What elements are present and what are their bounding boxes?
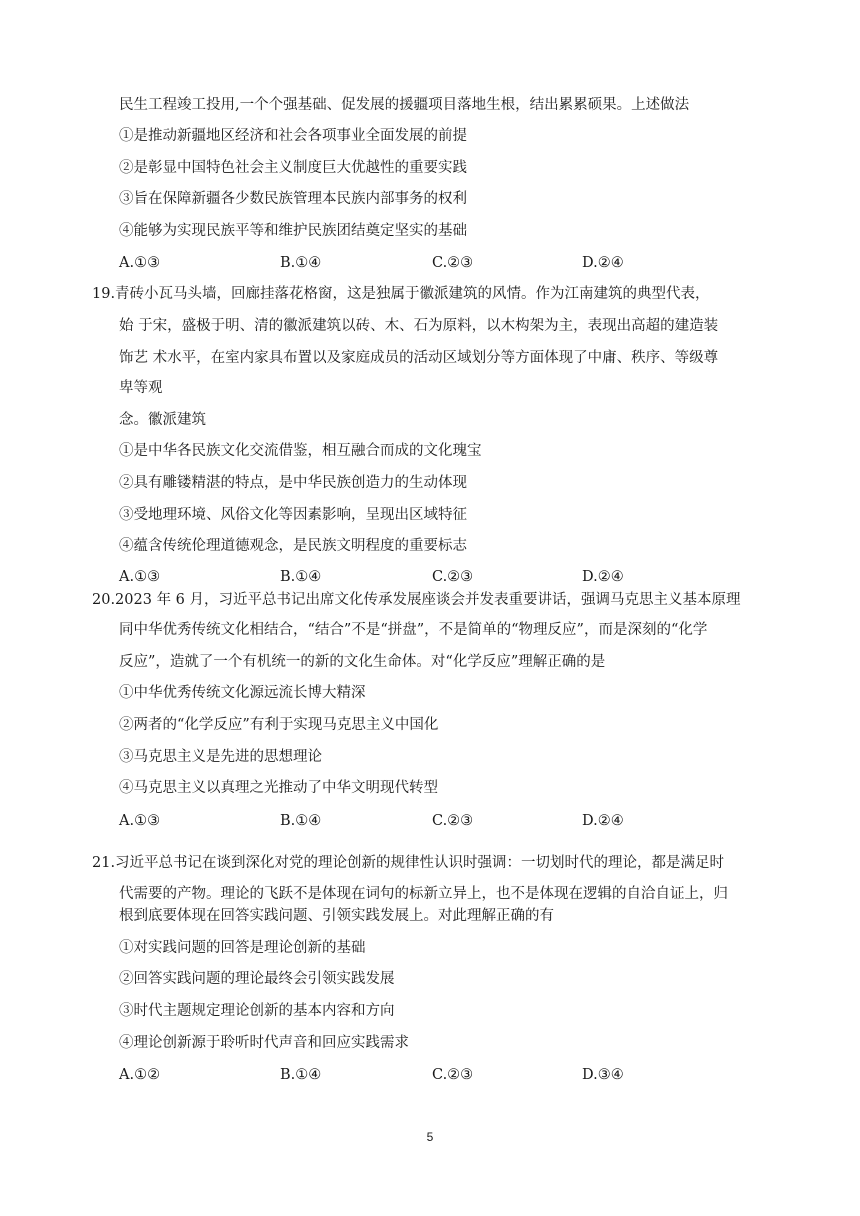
q19-statement-1: ①是中华各民族文化交流借鉴，相互融合而成的文化瑰宝	[119, 443, 482, 459]
q21-option-b: B.①④	[280, 1067, 322, 1083]
q18-option-d: D.②④	[582, 255, 624, 271]
q19-stem-line-3: 饰艺 术水平，在室内家具布置以及家庭成员的活动区域划分等方面体现了中庸、秩序、等级尊	[119, 350, 719, 366]
q19-option-a: A.①③	[119, 569, 161, 585]
q21-stem-line-1: 21.习近平总书记在谈到深化对党的理论创新的规律性认识时强调：一切划时代的理论，都是满足时	[92, 855, 725, 871]
q19-statement-4: ④蕴含传统伦理道德观念，是民族文明程度的重要标志	[119, 538, 467, 554]
q20-option-d: D.②④	[582, 813, 624, 829]
q21-statement-4: ④理论创新源于聆听时代声音和回应实践需求	[119, 1035, 409, 1051]
q18-option-a: A.①③	[119, 255, 161, 271]
q19-option-c: C.②③	[432, 569, 474, 585]
q20-statement-3: ③马克思主义是先进的思想理论	[119, 749, 322, 765]
q21-stem-line-3: 根到底要体现在回答实践问题、引领实践发展上。对此理解正确的有	[119, 908, 554, 924]
q18-statement-1: ①是推动新疆地区经济和社会各项事业全面发展的前提	[119, 128, 467, 144]
q21-statement-1: ①对实践问题的回答是理论创新的基础	[119, 940, 366, 956]
q19-stem-line-5: 念。徽派建筑	[119, 412, 206, 428]
q21-option-a: A.①②	[119, 1067, 161, 1083]
q21-stem-line-2: 代需要的产物。理论的飞跃不是体现在词句的标新立异上，也不是体现在逻辑的自洽自证上，归	[119, 886, 728, 902]
q20-statement-1: ①中华优秀传统文化源远流长博大精深	[119, 685, 366, 701]
q21-statement-2: ②回答实践问题的理论最终会引领实践发展	[119, 971, 395, 987]
q20-option-a: A.①③	[119, 813, 161, 829]
q20-option-c: C.②③	[432, 813, 474, 829]
q18-statement-3: ③旨在保障新疆各少数民族管理本民族内部事务的权利	[119, 191, 467, 207]
page-number: 5	[426, 1130, 434, 1144]
q19-option-d: D.②④	[582, 569, 624, 585]
q19-stem-line-2: 始 于宋，盛极于明、清的徽派建筑以砖、木、石为原料，以木构架为主，表现出高超的建造装	[119, 318, 719, 334]
q20-stem-line-3: 反应”，造就了一个有机统一的新的文化生命体。对“化学反应”理解正确的是	[119, 654, 606, 670]
q19-stem-line-4: 卑等观	[119, 380, 163, 396]
q19-option-b: B.①④	[280, 569, 322, 585]
q18-option-c: C.②③	[432, 255, 474, 271]
q19-stem-line-1: 19.青砖小瓦马头墙，回廊挂落花格窗，这是独属于徽派建筑的风情。作为江南建筑的典型代表，	[92, 286, 710, 302]
q21-option-c: C.②③	[432, 1067, 474, 1083]
q19-statement-2: ②具有雕镂精湛的特点，是中华民族创造力的生动体现	[119, 475, 467, 491]
q20-stem-line-1: 20.2023 年 6 月，习近平总书记出席文化传承发展座谈会并发表重要讲话，强调马克思主义基本原理	[92, 592, 741, 608]
q18-option-b: B.①④	[280, 255, 322, 271]
q18-statement-4: ④能够为实现民族平等和维护民族团结奠定坚实的基础	[119, 223, 467, 239]
q18-statement-2: ②是彰显中国特色社会主义制度巨大优越性的重要实践	[119, 160, 467, 176]
q18-stem-tail: 民生工程竣工投用,一个个强基础、促发展的援疆项目落地生根，结出累累硕果。上述做法	[119, 97, 690, 113]
q21-statement-3: ③时代主题规定理论创新的基本内容和方向	[119, 1003, 395, 1019]
q20-statement-4: ④马克思主义以真理之光推动了中华文明现代转型	[119, 780, 438, 796]
q19-statement-3: ③受地理环境、风俗文化等因素影响，呈现出区域特征	[119, 507, 467, 523]
q20-stem-line-2: 同中华优秀传统文化相结合，“结合”不是“拼盘”，不是简单的“物理反应”，而是深刻的“化学	[119, 622, 708, 638]
q20-option-b: B.①④	[280, 813, 322, 829]
q20-statement-2: ②两者的“化学反应”有利于实现马克思主义中国化	[119, 717, 439, 733]
q21-option-d: D.③④	[582, 1067, 624, 1083]
